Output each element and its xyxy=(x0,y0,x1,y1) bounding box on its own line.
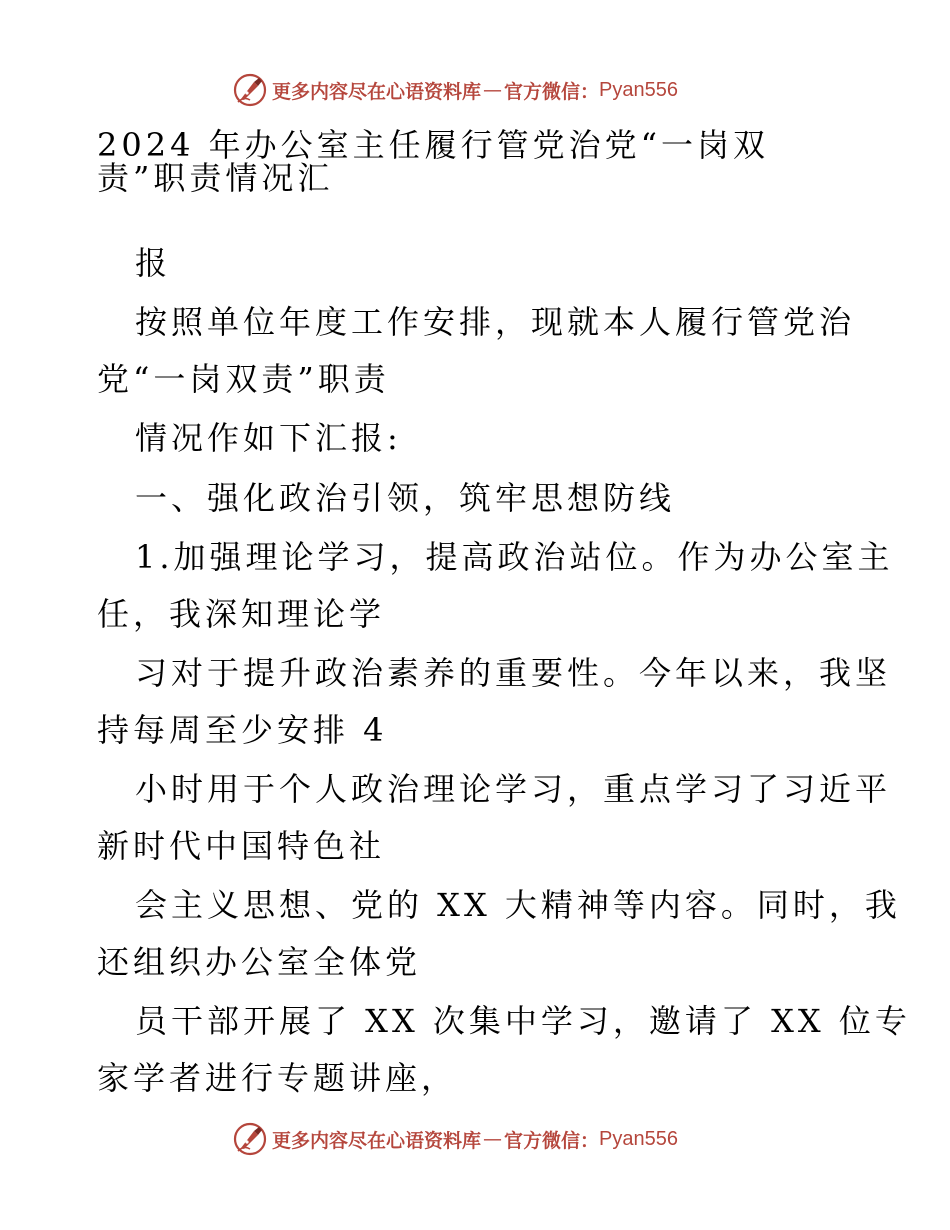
body-line: 还组织办公室全体党 xyxy=(97,943,422,981)
body-line: 持每周至少安排 4 xyxy=(97,711,388,749)
body-line: 情况作如下汇报: xyxy=(135,419,402,457)
body-line: 家学者进行专题讲座， xyxy=(97,1059,458,1097)
banner-slogan: 更多内容尽在心语资料库 xyxy=(272,1129,482,1152)
pen-nib-logo-icon xyxy=(232,1121,268,1157)
body-line: 员干部开展了 XX 次集中学习，邀请了 XX 位专 xyxy=(135,1002,911,1040)
body-line: 小时用于个人政治理论学习，重点学习了习近平 xyxy=(135,770,892,808)
banner-wechat-id: Pyan556 xyxy=(599,1127,678,1150)
banner-separator: — xyxy=(483,79,503,101)
banner-slogan: 更多内容尽在心语资料库 xyxy=(272,80,482,103)
header-watermark-banner xyxy=(232,70,712,110)
banner-wechat-id: Pyan556 xyxy=(599,78,678,101)
title-line-1: 2024 年办公室主任履行管党治党“一岗双 xyxy=(97,126,769,164)
body-line: 会主义思想、党的 XX 大精神等内容。同时，我 xyxy=(135,886,901,924)
body-line: 按照单位年度工作安排，现就本人履行管党治 xyxy=(135,303,856,341)
body-line: 党“一岗双责”职责 xyxy=(97,360,390,398)
body-line: 习对于提升政治素养的重要性。今年以来，我坚 xyxy=(135,654,892,692)
banner-separator: — xyxy=(483,1128,503,1150)
body-line: 1.加强理论学习，提高政治站位。作为办公室主 xyxy=(135,538,894,576)
banner-wechat-label: 官方微信： xyxy=(504,80,600,103)
banner-wechat-label: 官方微信： xyxy=(504,1129,600,1152)
pen-nib-logo-icon xyxy=(232,72,268,108)
body-line: 新时代中国特色社 xyxy=(97,827,386,865)
title-line-2: 责”职责情况汇 xyxy=(97,159,334,197)
section-heading: 一、强化政治引领，筑牢思想防线 xyxy=(135,479,676,517)
title-line-3: 报 xyxy=(135,244,172,282)
footer-watermark-banner xyxy=(232,1119,712,1159)
body-line: 任，我深知理论学 xyxy=(97,595,386,633)
